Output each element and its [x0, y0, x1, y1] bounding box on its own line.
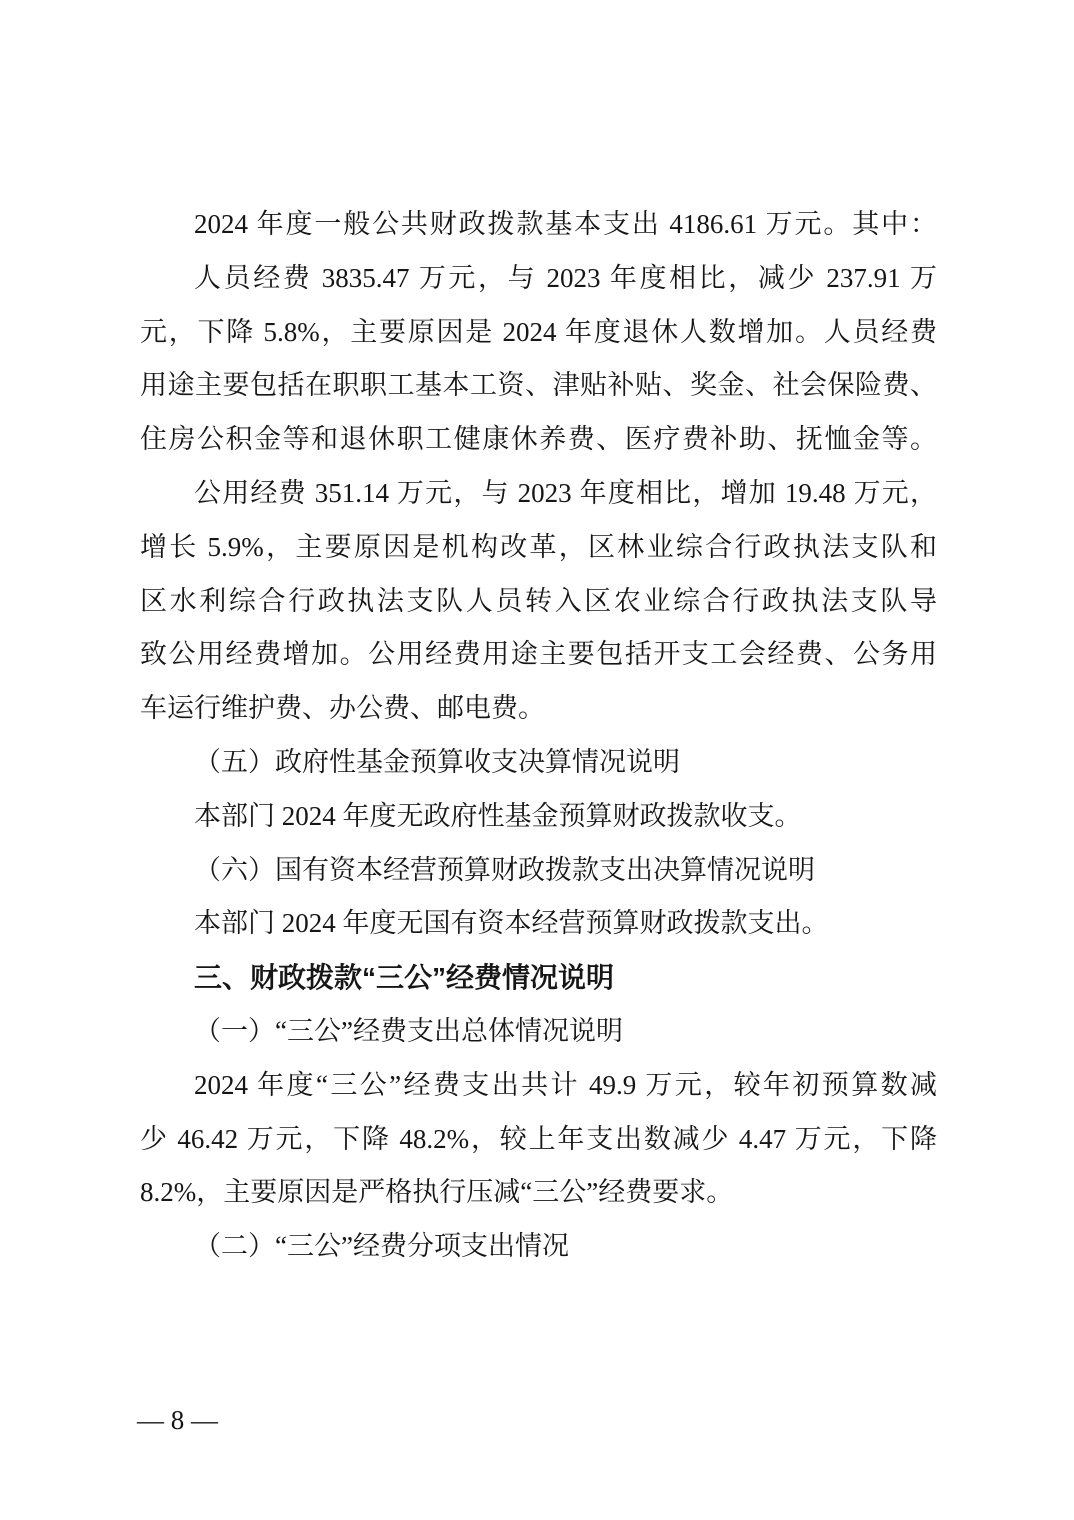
section-heading-line: 三、财政拨款“三公”经费情况说明	[194, 962, 615, 994]
body-line: 人员经费 3835.47 万元，与 2023 年度相比，减少 237.91 万	[194, 262, 937, 293]
body-line: 本部门 2024 年度无政府性基金预算财政拨款收支。	[194, 800, 802, 831]
body-line: 2024 年度“三公”经费支出共计 49.9 万元，较年初预算数减	[194, 1069, 937, 1100]
document-body	[140, 198, 937, 1274]
body-line: 本部门 2024 年度无国有资本经营预算财政拨款支出。	[194, 908, 829, 939]
body-line: 致公用经费增加。公用经费用途主要包括开支工会经费、公务用	[140, 639, 937, 670]
body-line: 区水利综合行政执法支队人员转入区农业综合行政执法支队导	[140, 585, 937, 616]
body-line: 8.2%，主要原因是严格执行压减“三公”经费要求。	[140, 1177, 734, 1208]
body-line: 2024 年度一般公共财政拨款基本支出 4186.61 万元。其中：	[194, 209, 937, 239]
heading-line: （六）国有资本经营预算财政拨款支出决算情况说明	[194, 854, 815, 885]
body-line: 住房公积金等和退休职工健康休养费、医疗费补助、抚恤金等。	[140, 424, 937, 455]
body-line: 增长 5.9%，主要原因是机构改革，区林业综合行政执法支队和	[140, 531, 937, 562]
body-line: 元，下降 5.8%，主要原因是 2024 年度退休人数增加。人员经费	[140, 316, 937, 347]
page-footer	[137, 1402, 218, 1438]
body-line: 用途主要包括在职职工基本工资、津贴补贴、奖金、社会保险费、	[140, 370, 937, 401]
heading-line: （一）“三公”经费支出总体情况说明	[194, 1015, 623, 1046]
heading-line: （二）“三公”经费分项支出情况	[194, 1231, 569, 1262]
body-line: 车运行维护费、办公费、邮电费。	[140, 693, 545, 724]
body-line: 少 46.42 万元，下降 48.2%，较上年支出数减少 4.47 万元，下降	[140, 1123, 937, 1154]
page-number: — 8 —	[137, 1405, 218, 1435]
body-line: 公用经费 351.14 万元，与 2023 年度相比，增加 19.48 万元，	[194, 477, 937, 508]
heading-line: （五）政府性基金预算收支决算情况说明	[194, 746, 680, 777]
